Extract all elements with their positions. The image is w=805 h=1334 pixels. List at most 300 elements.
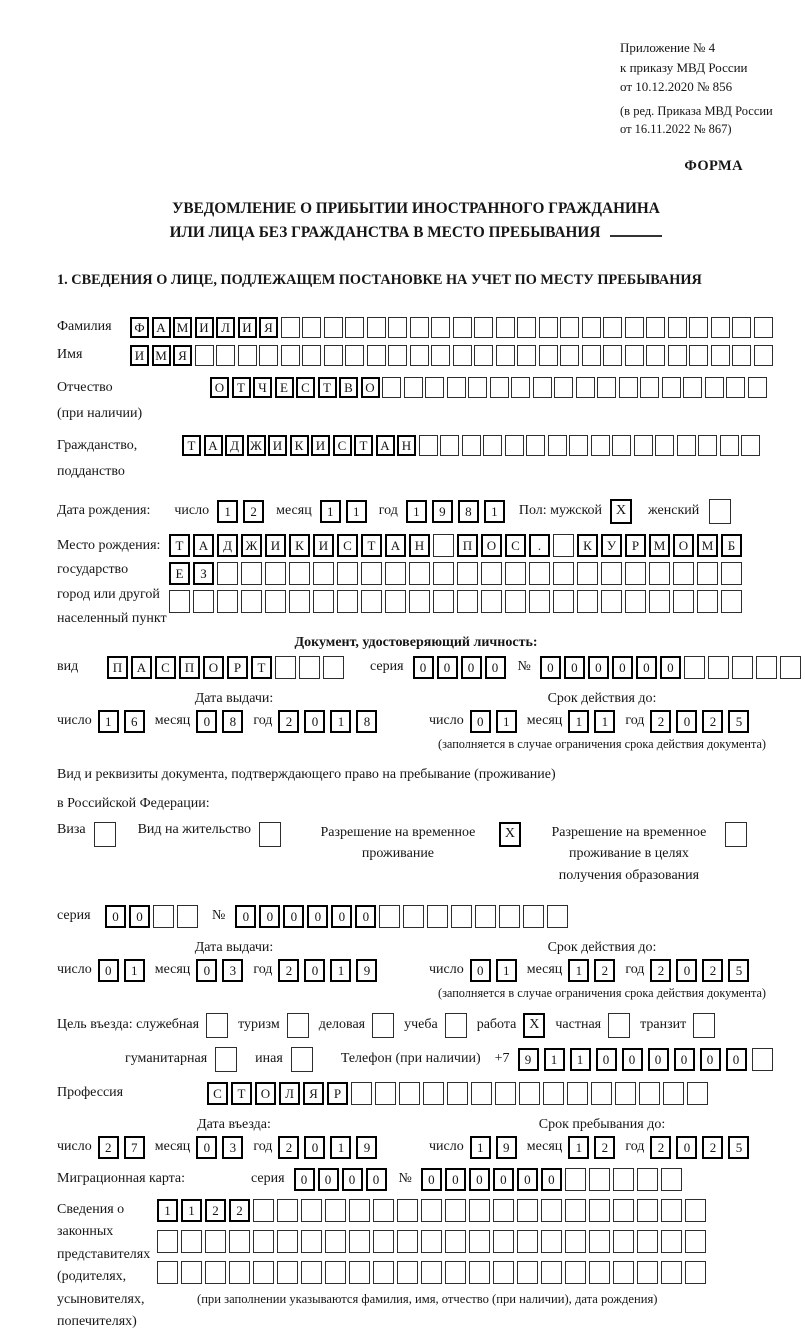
field-surname bbox=[57, 317, 775, 338]
cell bbox=[649, 562, 670, 585]
cell bbox=[637, 1230, 658, 1253]
cell: У bbox=[601, 534, 622, 557]
cell bbox=[567, 1082, 588, 1105]
cell bbox=[499, 905, 520, 928]
birth-date-label: Дата рождения: bbox=[57, 503, 151, 519]
cell bbox=[649, 590, 670, 613]
permit-issue-group bbox=[57, 940, 411, 1001]
cell bbox=[373, 1261, 394, 1284]
cell: О bbox=[673, 534, 694, 557]
month-label: месяц bbox=[154, 962, 191, 978]
migration-number-cells bbox=[421, 1168, 682, 1191]
cell: 0 bbox=[469, 1168, 490, 1191]
cell: 1 bbox=[568, 959, 589, 982]
cell bbox=[361, 562, 382, 585]
cell: 0 bbox=[622, 1048, 643, 1071]
purpose-tourism-checkbox bbox=[287, 1013, 309, 1038]
cell bbox=[685, 1199, 706, 1222]
cell bbox=[445, 1013, 467, 1038]
cell: X bbox=[523, 1013, 545, 1038]
year-label: год bbox=[378, 503, 398, 519]
cell: О bbox=[361, 377, 380, 398]
cell bbox=[325, 1261, 346, 1284]
cell: Т bbox=[354, 435, 373, 456]
cell bbox=[423, 1082, 444, 1105]
cell bbox=[471, 1082, 492, 1105]
cell: 1 bbox=[217, 500, 238, 523]
cell bbox=[287, 1013, 309, 1038]
cell: З bbox=[193, 562, 214, 585]
cell: 0 bbox=[98, 959, 119, 982]
cell bbox=[685, 1230, 706, 1253]
cell bbox=[673, 562, 694, 585]
cell: П bbox=[107, 656, 128, 679]
cell: Л bbox=[216, 317, 235, 338]
cell bbox=[565, 1230, 586, 1253]
cell bbox=[548, 435, 567, 456]
issue-date-heading: Дата выдачи: bbox=[194, 939, 274, 955]
birth-place-label: Место рождения: государство город или другой населенный пункт bbox=[57, 537, 167, 627]
cell bbox=[754, 345, 773, 366]
cell bbox=[646, 345, 665, 366]
cell bbox=[541, 1261, 562, 1284]
field-birth-date bbox=[57, 499, 775, 524]
cell bbox=[475, 905, 496, 928]
cell: 0 bbox=[355, 905, 376, 928]
cell: 0 bbox=[612, 656, 633, 679]
cell bbox=[375, 1082, 396, 1105]
permit-valid-month-cells bbox=[568, 959, 615, 982]
cell: М bbox=[649, 534, 670, 557]
cell: 0 bbox=[541, 1168, 562, 1191]
cell: 1 bbox=[470, 1136, 491, 1159]
cell: Ч bbox=[253, 377, 272, 398]
cell bbox=[483, 435, 502, 456]
doc-series-cells bbox=[413, 656, 506, 679]
cell bbox=[553, 534, 574, 557]
sex-female-label: женский bbox=[648, 503, 700, 519]
cell bbox=[216, 345, 235, 366]
day-label: число bbox=[57, 713, 92, 729]
cell bbox=[281, 345, 300, 366]
cell bbox=[302, 317, 321, 338]
cell bbox=[698, 435, 717, 456]
cell: 0 bbox=[235, 905, 256, 928]
cell bbox=[547, 905, 568, 928]
cell: 0 bbox=[596, 1048, 617, 1071]
cell bbox=[431, 345, 450, 366]
cell bbox=[554, 377, 573, 398]
cell: 0 bbox=[676, 959, 697, 982]
cell bbox=[625, 562, 646, 585]
cell: 0 bbox=[648, 1048, 669, 1071]
ref-line: от 10.12.2020 № 856 bbox=[620, 79, 733, 94]
doc-series-label: серия bbox=[370, 659, 404, 675]
cell bbox=[612, 435, 631, 456]
cell: Ф bbox=[130, 317, 149, 338]
cell: Н bbox=[397, 435, 416, 456]
residence-permit-label: Вид на жительство bbox=[137, 821, 251, 837]
cell bbox=[289, 590, 310, 613]
year-label: год bbox=[253, 1139, 273, 1155]
day-label: число bbox=[429, 713, 464, 729]
cell bbox=[301, 1199, 322, 1222]
representatives-label: Сведения о законных представителях (родителях, усыновителях, попечителях) bbox=[57, 1201, 151, 1330]
cell: 0 bbox=[445, 1168, 466, 1191]
stay-until-heading: Срок пребывания до: bbox=[538, 1116, 666, 1132]
patronymic-cells bbox=[210, 377, 767, 398]
cell: 5 bbox=[728, 710, 749, 733]
cell bbox=[289, 562, 310, 585]
cell bbox=[637, 1199, 658, 1222]
cell bbox=[324, 317, 343, 338]
cell bbox=[157, 1261, 178, 1284]
cell bbox=[591, 1082, 612, 1105]
temp-residence-checkbox bbox=[499, 822, 521, 847]
cell bbox=[689, 345, 708, 366]
patronymic-label: Отчество (при наличии) bbox=[57, 379, 143, 421]
cell: О bbox=[481, 534, 502, 557]
cell: 0 bbox=[564, 656, 585, 679]
birth-place-row3-cells bbox=[169, 590, 742, 613]
cell bbox=[639, 1082, 660, 1105]
cell bbox=[421, 1230, 442, 1253]
cell: Т bbox=[232, 377, 251, 398]
permit-valid-group bbox=[429, 940, 775, 1001]
cell: П bbox=[457, 534, 478, 557]
cell bbox=[721, 590, 742, 613]
cell bbox=[560, 345, 579, 366]
doc-valid-year-cells bbox=[650, 710, 749, 733]
cell: 1 bbox=[330, 1136, 351, 1159]
cell: 0 bbox=[129, 905, 150, 928]
cell bbox=[529, 590, 550, 613]
cell: Н bbox=[409, 534, 430, 557]
cell: А bbox=[152, 317, 171, 338]
cell: 0 bbox=[588, 656, 609, 679]
cell bbox=[325, 1199, 346, 1222]
cell bbox=[440, 435, 459, 456]
field-identity-doc bbox=[57, 656, 775, 679]
cell: 0 bbox=[676, 710, 697, 733]
cell bbox=[469, 1261, 490, 1284]
day-label: число bbox=[57, 1139, 92, 1155]
cell bbox=[748, 377, 767, 398]
doc-issue-line bbox=[57, 710, 411, 733]
cell bbox=[661, 1261, 682, 1284]
cell: 2 bbox=[594, 959, 615, 982]
cell: Е bbox=[169, 562, 190, 585]
doc-valid-day-cells bbox=[470, 710, 517, 733]
cell bbox=[453, 345, 472, 366]
cell bbox=[505, 562, 526, 585]
cell: 6 bbox=[124, 710, 145, 733]
cell: И bbox=[195, 317, 214, 338]
cell: 2 bbox=[702, 710, 723, 733]
representatives-note: (при заполнении указываются фамилия, имя, отчество (при наличии), дата рождения) bbox=[197, 1291, 658, 1306]
permit-issue-line bbox=[57, 959, 411, 982]
cell bbox=[705, 377, 724, 398]
cell: 2 bbox=[243, 500, 264, 523]
cell bbox=[427, 905, 448, 928]
cell bbox=[445, 1230, 466, 1253]
cell: 2 bbox=[229, 1199, 250, 1222]
cell bbox=[301, 1230, 322, 1253]
tourism-label: туризм bbox=[238, 1017, 280, 1033]
year-label: год bbox=[625, 713, 645, 729]
cell bbox=[683, 377, 702, 398]
field-migration-card bbox=[57, 1168, 775, 1191]
visa-label: Виза bbox=[57, 821, 86, 837]
header-reference bbox=[620, 38, 805, 138]
cell: С bbox=[207, 1082, 228, 1105]
cell bbox=[277, 1230, 298, 1253]
cell bbox=[591, 435, 610, 456]
cell: И bbox=[313, 534, 334, 557]
cell: 0 bbox=[283, 905, 304, 928]
cell: И bbox=[311, 435, 330, 456]
cell: С bbox=[333, 435, 352, 456]
permit-valid-year-cells bbox=[650, 959, 749, 982]
cell: Т bbox=[169, 534, 190, 557]
year-label: год bbox=[625, 962, 645, 978]
cell bbox=[433, 534, 454, 557]
cell bbox=[721, 562, 742, 585]
cell bbox=[421, 1199, 442, 1222]
cell bbox=[193, 590, 214, 613]
purpose-business-checkbox bbox=[372, 1013, 394, 1038]
cell: 0 bbox=[196, 959, 217, 982]
cell bbox=[576, 377, 595, 398]
valid-note: (заполняется в случае ограничения срока действия документа) bbox=[437, 736, 767, 751]
cell bbox=[385, 562, 406, 585]
cell bbox=[275, 656, 296, 679]
cell bbox=[349, 1230, 370, 1253]
cell: 8 bbox=[458, 500, 479, 523]
cell: 1 bbox=[320, 500, 341, 523]
cell: Р bbox=[327, 1082, 348, 1105]
cell: 1 bbox=[496, 959, 517, 982]
cell bbox=[661, 1230, 682, 1253]
cell bbox=[589, 1199, 610, 1222]
sex-female-checkbox bbox=[709, 499, 731, 524]
cell: М bbox=[173, 317, 192, 338]
cell bbox=[517, 1261, 538, 1284]
cell bbox=[756, 656, 777, 679]
cell: А bbox=[193, 534, 214, 557]
cell: 0 bbox=[700, 1048, 721, 1071]
cell: 2 bbox=[650, 959, 671, 982]
cell: 0 bbox=[437, 656, 458, 679]
cell bbox=[361, 590, 382, 613]
cell: С bbox=[296, 377, 315, 398]
temp-residence-group bbox=[305, 822, 521, 865]
cell bbox=[582, 345, 601, 366]
entry-month-cells bbox=[196, 1136, 243, 1159]
cell bbox=[543, 1082, 564, 1105]
cell: 2 bbox=[702, 959, 723, 982]
cell bbox=[474, 345, 493, 366]
cell bbox=[453, 317, 472, 338]
cell bbox=[474, 317, 493, 338]
cell bbox=[351, 1082, 372, 1105]
amendment-note bbox=[620, 102, 805, 138]
cell bbox=[493, 1199, 514, 1222]
temp-residence-edu-group bbox=[541, 822, 747, 887]
cell: И bbox=[265, 534, 286, 557]
cell: 1 bbox=[330, 959, 351, 982]
cell bbox=[206, 1013, 228, 1038]
field-patronymic bbox=[57, 375, 775, 427]
field-profession bbox=[57, 1082, 775, 1105]
cell bbox=[253, 1199, 274, 1222]
field-entry-purpose-2 bbox=[57, 1047, 775, 1072]
cell: Я bbox=[303, 1082, 324, 1105]
cell: 0 bbox=[318, 1168, 339, 1191]
cell: 8 bbox=[356, 710, 377, 733]
cell bbox=[496, 345, 515, 366]
cell: 0 bbox=[196, 710, 217, 733]
cell bbox=[253, 1261, 274, 1284]
representatives-row3-cells bbox=[157, 1261, 706, 1284]
cell: 0 bbox=[461, 656, 482, 679]
cell bbox=[457, 590, 478, 613]
cell bbox=[457, 562, 478, 585]
cell bbox=[625, 317, 644, 338]
cell: 8 bbox=[222, 710, 243, 733]
valid-until-heading: Срок действия до: bbox=[547, 939, 657, 955]
cell: Я bbox=[259, 317, 278, 338]
valid-note: (заполняется в случае ограничения срока действия документа) bbox=[437, 985, 767, 1000]
cell: М bbox=[697, 534, 718, 557]
work-label: работа bbox=[476, 1017, 517, 1033]
permit-type-checkboxes bbox=[57, 822, 775, 887]
name-cells bbox=[130, 345, 773, 366]
permit-number-label: № bbox=[212, 908, 226, 924]
cell bbox=[181, 1230, 202, 1253]
cell: О bbox=[255, 1082, 276, 1105]
field-citizenship bbox=[57, 433, 775, 485]
cell bbox=[345, 345, 364, 366]
cell bbox=[195, 345, 214, 366]
birth-month-cells bbox=[320, 500, 367, 523]
cell bbox=[367, 345, 386, 366]
day-label: число bbox=[174, 503, 210, 519]
cell bbox=[608, 1013, 630, 1038]
cell: 1 bbox=[544, 1048, 565, 1071]
cell: 0 bbox=[294, 1168, 315, 1191]
cell: М bbox=[152, 345, 171, 366]
cell: Т bbox=[361, 534, 382, 557]
cell: 0 bbox=[540, 656, 561, 679]
cell: В bbox=[339, 377, 358, 398]
cell: К bbox=[289, 534, 310, 557]
migration-number-label: № bbox=[398, 1171, 412, 1187]
cell bbox=[259, 345, 278, 366]
cell bbox=[325, 1230, 346, 1253]
entry-year-cells bbox=[278, 1136, 377, 1159]
cell bbox=[603, 317, 622, 338]
cell bbox=[388, 345, 407, 366]
cell: О bbox=[210, 377, 229, 398]
cell bbox=[215, 1047, 237, 1072]
cell: 0 bbox=[304, 1136, 325, 1159]
cell bbox=[349, 1261, 370, 1284]
cell: 7 bbox=[124, 1136, 145, 1159]
cell bbox=[469, 1199, 490, 1222]
cell bbox=[493, 1230, 514, 1253]
cell: И bbox=[268, 435, 287, 456]
cell: Ж bbox=[247, 435, 266, 456]
doc-kind-label: вид bbox=[57, 659, 79, 675]
cell bbox=[313, 590, 334, 613]
cell bbox=[569, 435, 588, 456]
cell: 2 bbox=[594, 1136, 615, 1159]
cell bbox=[565, 1168, 586, 1191]
cell bbox=[153, 905, 174, 928]
cell bbox=[693, 1013, 715, 1038]
cell: 1 bbox=[330, 710, 351, 733]
birth-place-row2-cells bbox=[169, 562, 742, 585]
cell bbox=[560, 317, 579, 338]
cell bbox=[589, 1168, 610, 1191]
cell bbox=[517, 317, 536, 338]
cell bbox=[399, 1082, 420, 1105]
cell bbox=[481, 562, 502, 585]
citizenship-cells bbox=[182, 435, 760, 456]
form-title-line2: ИЛИ ЛИЦА БЕЗ ГРАЖДАНСТВА В МЕСТО ПРЕБЫВАНИЯ bbox=[57, 221, 775, 245]
cell bbox=[324, 345, 343, 366]
cell bbox=[323, 656, 344, 679]
cell: С bbox=[337, 534, 358, 557]
cell: 0 bbox=[421, 1168, 442, 1191]
month-label: месяц bbox=[276, 503, 312, 519]
cell bbox=[720, 435, 739, 456]
cell: 1 bbox=[496, 710, 517, 733]
phone-cells bbox=[518, 1048, 773, 1071]
cell bbox=[517, 1199, 538, 1222]
doc-kind-cells bbox=[107, 656, 344, 679]
cell bbox=[613, 1230, 634, 1253]
cell bbox=[447, 377, 466, 398]
cell: 0 bbox=[307, 905, 328, 928]
cell bbox=[613, 1199, 634, 1222]
field-birth-place bbox=[57, 534, 775, 632]
cell bbox=[565, 1261, 586, 1284]
cell: 9 bbox=[432, 500, 453, 523]
cell: А bbox=[204, 435, 223, 456]
cell bbox=[732, 345, 751, 366]
cell bbox=[490, 377, 509, 398]
cell: 0 bbox=[726, 1048, 747, 1071]
cell bbox=[205, 1261, 226, 1284]
surname-label: Фамилия bbox=[57, 319, 112, 335]
birth-year-cells bbox=[406, 500, 505, 523]
cell bbox=[373, 1199, 394, 1222]
cell bbox=[711, 317, 730, 338]
title-blank-line bbox=[610, 235, 662, 237]
cell: 2 bbox=[205, 1199, 226, 1222]
day-label: число bbox=[429, 1139, 464, 1155]
cell bbox=[708, 656, 729, 679]
cell bbox=[505, 590, 526, 613]
issue-date-heading: Дата выдачи: bbox=[194, 690, 274, 706]
cell bbox=[582, 317, 601, 338]
cell bbox=[217, 562, 238, 585]
cell bbox=[468, 377, 487, 398]
cell bbox=[301, 1261, 322, 1284]
permit-paragraph: Вид и реквизиты документа, подтверждающего право на пребывание (проживание) в Российской Федерации: bbox=[57, 766, 556, 811]
